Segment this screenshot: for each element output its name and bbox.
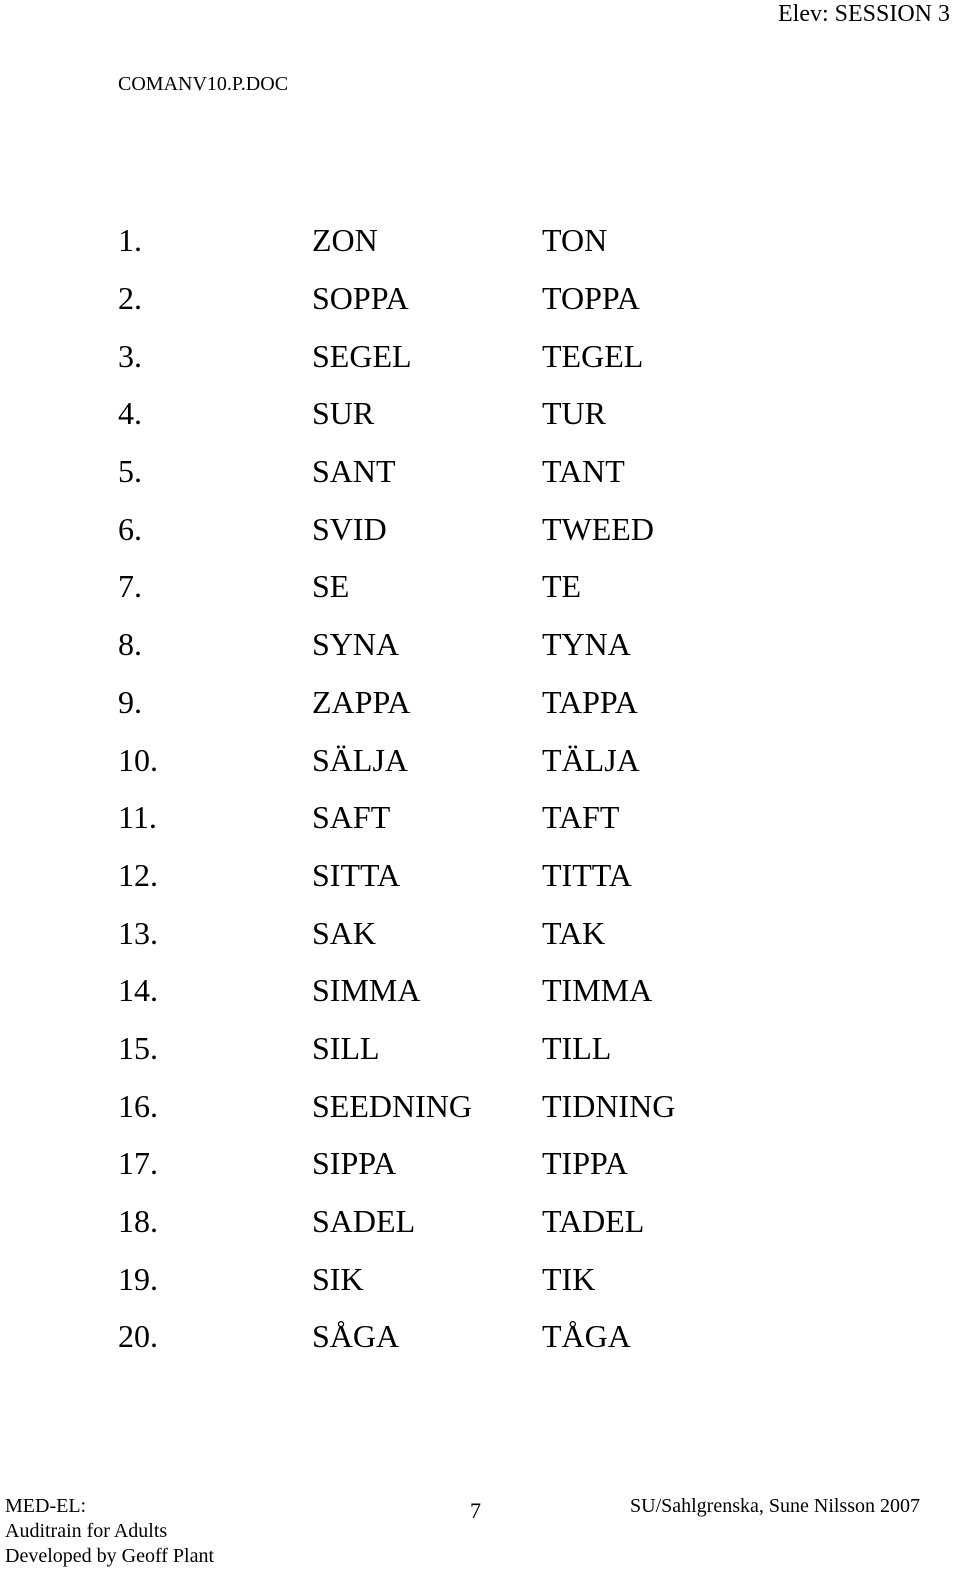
document-filename: COMANV10.P.DOC bbox=[118, 73, 289, 95]
page-number: 7 bbox=[470, 1498, 481, 1523]
word-b: TIMMA bbox=[542, 972, 653, 1009]
word-pair-row bbox=[118, 327, 838, 385]
word-pair-row bbox=[118, 385, 838, 443]
word-a: SÅGA bbox=[312, 1318, 400, 1355]
word-b: TÄLJA bbox=[542, 741, 640, 778]
word-pair-row bbox=[118, 616, 838, 674]
word-b: TADEL bbox=[542, 1203, 645, 1240]
word-b: TANT bbox=[542, 453, 625, 490]
word-b: TIDNING bbox=[542, 1087, 676, 1124]
word-pair-row bbox=[118, 1135, 838, 1193]
word-pair-row bbox=[118, 731, 838, 789]
word-a: SEGEL bbox=[312, 337, 412, 374]
word-a: SITTA bbox=[312, 856, 401, 893]
word-pair-row bbox=[118, 904, 838, 962]
row-number: 1. bbox=[118, 222, 142, 259]
row-number: 7. bbox=[118, 568, 142, 605]
word-b: TITTA bbox=[542, 856, 632, 893]
word-b: TILL bbox=[542, 1029, 612, 1066]
word-pair-row bbox=[118, 847, 838, 905]
word-b: TE bbox=[542, 568, 582, 605]
footer-credit-line: MED-EL: bbox=[5, 1495, 87, 1517]
word-a: SANT bbox=[312, 453, 396, 490]
word-a: SOPPA bbox=[312, 280, 409, 317]
word-b: TUR bbox=[542, 395, 606, 432]
word-a: SVID bbox=[312, 510, 387, 547]
row-number: 17. bbox=[118, 1145, 158, 1182]
word-a: SYNA bbox=[312, 626, 400, 663]
row-number: 20. bbox=[118, 1318, 158, 1355]
word-pair-row bbox=[118, 674, 838, 732]
word-b: TWEED bbox=[542, 510, 654, 547]
footer-credits bbox=[5, 1494, 214, 1569]
row-number: 8. bbox=[118, 626, 142, 663]
word-a: SIMMA bbox=[312, 972, 421, 1009]
row-number: 12. bbox=[118, 856, 158, 893]
word-a: SIPPA bbox=[312, 1145, 397, 1182]
row-number: 3. bbox=[118, 337, 142, 374]
row-number: 9. bbox=[118, 683, 142, 720]
row-number: 18. bbox=[118, 1203, 158, 1240]
word-b: TON bbox=[542, 222, 608, 259]
row-number: 5. bbox=[118, 453, 142, 490]
word-pair-row bbox=[118, 1308, 838, 1366]
word-b: TYNA bbox=[542, 626, 631, 663]
row-number: 2. bbox=[118, 280, 142, 317]
word-a: SAK bbox=[312, 914, 377, 951]
word-pair-list bbox=[118, 212, 838, 1366]
word-b: TAPPA bbox=[542, 683, 638, 720]
word-b: TOPPA bbox=[542, 280, 640, 317]
row-number: 16. bbox=[118, 1087, 158, 1124]
word-a: ZAPPA bbox=[312, 683, 411, 720]
row-number: 4. bbox=[118, 395, 142, 432]
word-pair-row bbox=[118, 1020, 838, 1078]
word-pair-row bbox=[118, 789, 838, 847]
row-number: 15. bbox=[118, 1029, 158, 1066]
word-b: TAFT bbox=[542, 799, 620, 836]
word-pair-row bbox=[118, 443, 838, 501]
footer-credit-line: Developed by Geoff Plant bbox=[5, 1545, 215, 1567]
word-b: TAK bbox=[542, 914, 606, 951]
row-number: 19. bbox=[118, 1260, 158, 1297]
word-a: SE bbox=[312, 568, 350, 605]
word-a: SEEDNING bbox=[312, 1087, 472, 1124]
word-a: SIK bbox=[312, 1260, 364, 1297]
word-pair-row bbox=[118, 212, 838, 270]
word-pair-row bbox=[118, 558, 838, 616]
word-a: SÄLJA bbox=[312, 741, 409, 778]
word-a: SAFT bbox=[312, 799, 391, 836]
word-pair-row bbox=[118, 1250, 838, 1308]
word-a: SUR bbox=[312, 395, 375, 432]
word-a: SADEL bbox=[312, 1203, 416, 1240]
session-label: Elev: SESSION 3 bbox=[777, 1, 950, 27]
word-a: ZON bbox=[312, 222, 378, 259]
word-pair-row bbox=[118, 1077, 838, 1135]
row-number: 10. bbox=[118, 741, 158, 778]
word-pair-row bbox=[118, 500, 838, 558]
word-pair-row bbox=[118, 962, 838, 1020]
word-pair-row bbox=[118, 270, 838, 328]
word-b: TEGEL bbox=[542, 337, 644, 374]
word-pair-row bbox=[118, 1193, 838, 1251]
footer-copyright: SU/Sahlgrenska, Sune Nilsson 2007 bbox=[630, 1495, 920, 1517]
row-number: 6. bbox=[118, 510, 142, 547]
row-number: 11. bbox=[118, 799, 157, 836]
row-number: 14. bbox=[118, 972, 158, 1009]
word-b: TIK bbox=[542, 1260, 596, 1297]
word-b: TÅGA bbox=[542, 1318, 631, 1355]
footer-credit-line: Auditrain for Adults bbox=[5, 1520, 168, 1542]
word-b: TIPPA bbox=[542, 1145, 628, 1182]
word-a: SILL bbox=[312, 1029, 380, 1066]
row-number: 13. bbox=[118, 914, 158, 951]
